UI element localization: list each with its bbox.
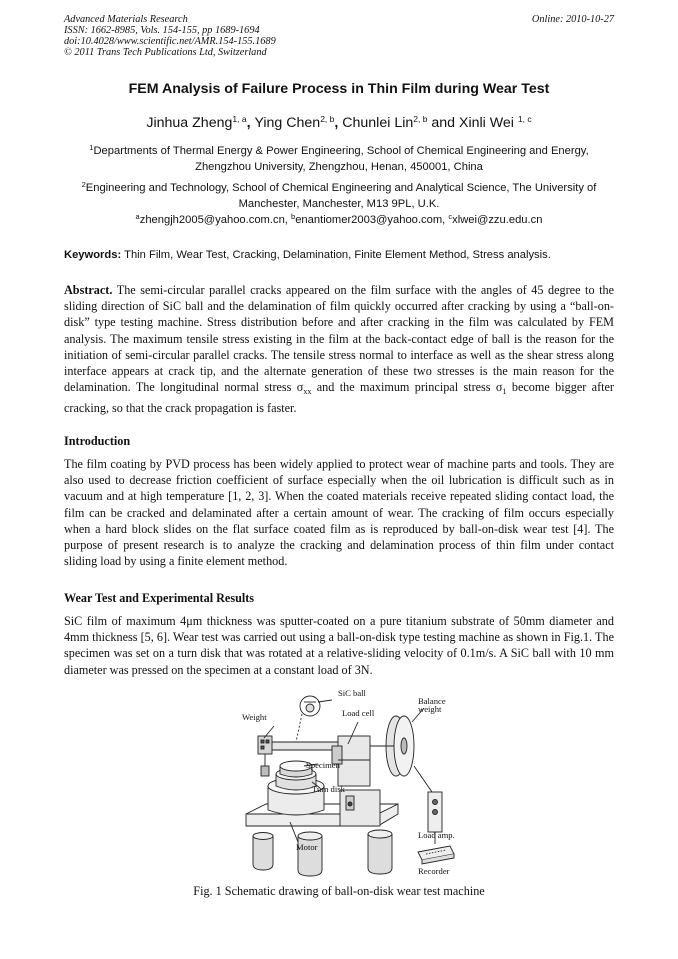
wear-test-machine-figure — [228, 686, 460, 878]
label-load-cell: Load cell — [342, 708, 375, 718]
email-mark: b — [291, 212, 296, 221]
journal-header — [64, 14, 276, 58]
abstract-label: Abstract. — [64, 283, 113, 297]
label-sic-ball: SiC ball — [338, 688, 366, 698]
abstract-text: become bigger after cracking, so that the crack propagation is faster. — [64, 380, 614, 416]
label-recorder: Recorder — [418, 866, 450, 876]
author-name: Xinli Wei — [459, 115, 518, 131]
label-specimen: Specimen — [306, 760, 340, 770]
machine-stand — [253, 830, 392, 876]
introduction-paragraph: The film coating by PVD process has been widely applied to protect wear of machine parts and tools. They are also used to decrease friction coefficient of surface especially when the oil lubrication is difficult such as in vacuum and at high temperature [1, 2, 3]. When the coated materials receive repeated sliding contact load, the film can be cracked and delaminated after a certain amount of wear. The cracking of film occurs especially when a hard block slides on the flat surface coated film as is reproduced by ball-on-disk wear test [4]. The purpose of present research is to analyze the cracking and delamination process of thin film under contact sliding load by using a finite element method. — [64, 457, 614, 569]
email-address[interactable]: enantiomer2003@yahoo.com, — [295, 214, 449, 226]
author-name: Ying Chen — [254, 115, 321, 131]
author-name: Chunlei Lin — [342, 115, 414, 131]
email-mark: a — [135, 212, 140, 221]
label-balance: Balance — [418, 696, 446, 706]
affiliation-text: Engineering and Technology, School of Chemical Engineering and Analytical Science, The University of Manchester, Manchester, M13 9PL, U.K. — [85, 182, 597, 210]
author-emails — [0, 212, 678, 226]
label-load-amp: Load amp. — [418, 830, 455, 840]
doi-line[interactable]: doi:10.4028/www.scientific.net/AMR.154-155.1689 — [64, 36, 276, 47]
keywords-text: Thin Film, Wear Test, Cracking, Delamination, Finite Element Method, Stress analysis. — [121, 249, 551, 261]
author-separator: and — [427, 115, 460, 131]
affiliation-2 — [66, 177, 612, 212]
introduction-heading: Introduction — [64, 434, 131, 448]
author-separator: , — [334, 115, 343, 131]
online-date: Online: 2010-10-27 — [531, 14, 614, 25]
email-address[interactable]: xlwei@zzu.edu.cn — [452, 214, 543, 226]
author-affiliation-mark: 2, b — [413, 114, 428, 124]
abstract-text: and the maximum principal stress σ — [311, 380, 503, 395]
author-list — [0, 114, 678, 131]
author-affiliation-mark: 2, b — [320, 114, 335, 124]
label-weight: Weight — [242, 712, 267, 722]
author-separator: , — [246, 115, 255, 131]
wear-test-heading: Wear Test and Experimental Results — [64, 591, 255, 605]
subscript-1: 1 — [502, 387, 507, 397]
journal-name: Advanced Materials Research — [64, 14, 188, 25]
load-cell-column — [338, 736, 370, 786]
copyright-line: © 2011 Trans Tech Publications Ltd, Switzerland — [64, 47, 267, 58]
abstract-text: The semi-circular parallel cracks appeared on the film surface with the angles of 45 degree to the sliding direction of SiC ball and the delamination of film quickly occurred after cracking by using a “ball-on-disk” type testing machine. Stress distribution before and after cracking in the film was calculated by FEM analysis. The maximum tensile stress existing in the film at the back-contact edge of ball is the reason for the initiation of semi-circular parallel cracks. The tensile stress normal to interface as well as the shear stress along interface appears at crack tip, and the alternate generation of these two stresses is the main reason for the delamination. The longitudinal normal stress σ — [64, 283, 614, 395]
author-affiliation-mark: 1, a — [232, 114, 247, 124]
email-mark: c — [448, 212, 453, 221]
figure-caption: Fig. 1 Schematic drawing of ball-on-disk wear test machine — [193, 884, 485, 898]
author-name: Jinhua Zheng — [146, 115, 233, 131]
affiliation-mark: 1 — [89, 143, 94, 152]
affiliation-mark: 2 — [81, 180, 86, 189]
issn-line: ISSN: 1662-8985, Vols. 154-155, pp 1689-1694 — [64, 25, 260, 36]
keywords-line — [64, 249, 616, 261]
paper-title: FEM Analysis of Failure Process in Thin Film during Wear Test — [128, 81, 550, 97]
label-motor: Motor — [296, 842, 318, 852]
label-turn-disk: Turn disk — [312, 784, 345, 794]
label-weight-2: weight — [418, 704, 442, 714]
affiliation-text: Departments of Thermal Energy & Power Engineering, School of Chemical Engineering and Energy, Zhengzhou University, Zhengzhou, Henan, 450001, China — [93, 145, 589, 173]
keywords-label: Keywords: — [64, 249, 122, 261]
wear-test-paragraph: SiC film of maximum 4μm thickness was sputter-coated on a pure titanium substrate of 50mm diameter and 4mm thickness [5, 6]. Wear test was carried out using a ball-on-disk type testing machine as shown in Fig.1. The specimen was set on a turn disk that was rotated at a relative-sliding velocity of 0.1m/s. A SiC ball with 10 mm diameter was pressed on the specimen at a constant load of 3N. — [64, 614, 614, 677]
author-affiliation-mark: 1, c — [517, 114, 532, 124]
affiliation-1 — [66, 140, 612, 175]
email-address[interactable]: zhengjh2005@yahoo.com.cn, — [139, 214, 292, 226]
abstract-paragraph — [64, 282, 614, 417]
subscript-xx: xx — [303, 387, 312, 397]
